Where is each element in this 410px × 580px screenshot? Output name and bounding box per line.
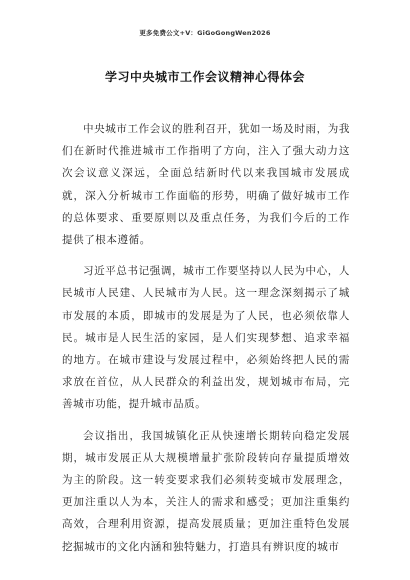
document-title: 学习中央城市工作会议精神心得体会: [104, 70, 305, 84]
document-body: [62, 118, 350, 567]
body-paragraph-3: 会议指出，我国城镇化正从快速增长期转向稳定发展期，城市发展正从大规模增量扩张阶段转向存量提质增效为主的阶段。这一转变要求我们必须转变城市发展理念，更加注重以人为本，关注人的需求和感受；更加注重集约高效，合理利用资源，提高发展质量；更加注重特色发展挖掘城市的文化内涵和独特魅力，打造具有辨识度的城市: [62, 429, 350, 553]
body-paragraph-1: 中央城市工作会议的胜利召开，犹如一场及时雨，为我们在新时代推进城市工作指明了方向，注入了强大动力这次会议意义深远，全面总结新时代以来我国城市发展成就，深入分析城市工作面临的形势，明确了做好城市工作的总体要求、重要原则以及重点任务，为我们今后的工作提供了根本遵循。: [62, 123, 350, 247]
body-paragraph-2: 习近平总书记强调，城市工作要坚持以人民为中心，人民城市人民建、人民城市为人民。这一理念深刻揭示了城市发展的本质，即城市的发展是为了人民，也必须依靠人民。城市是人民生活的家园，是人们实现梦想、追求幸福的地方。在城市建设与发展过程中，必须始终把人民的需求放在首位，从人民群众的利益出发，规划城市布局，完善城市功能，提升城市品质。: [62, 265, 350, 411]
header-promo-note: 更多免费公文+V：GiGoGongWen2026: [139, 29, 271, 37]
